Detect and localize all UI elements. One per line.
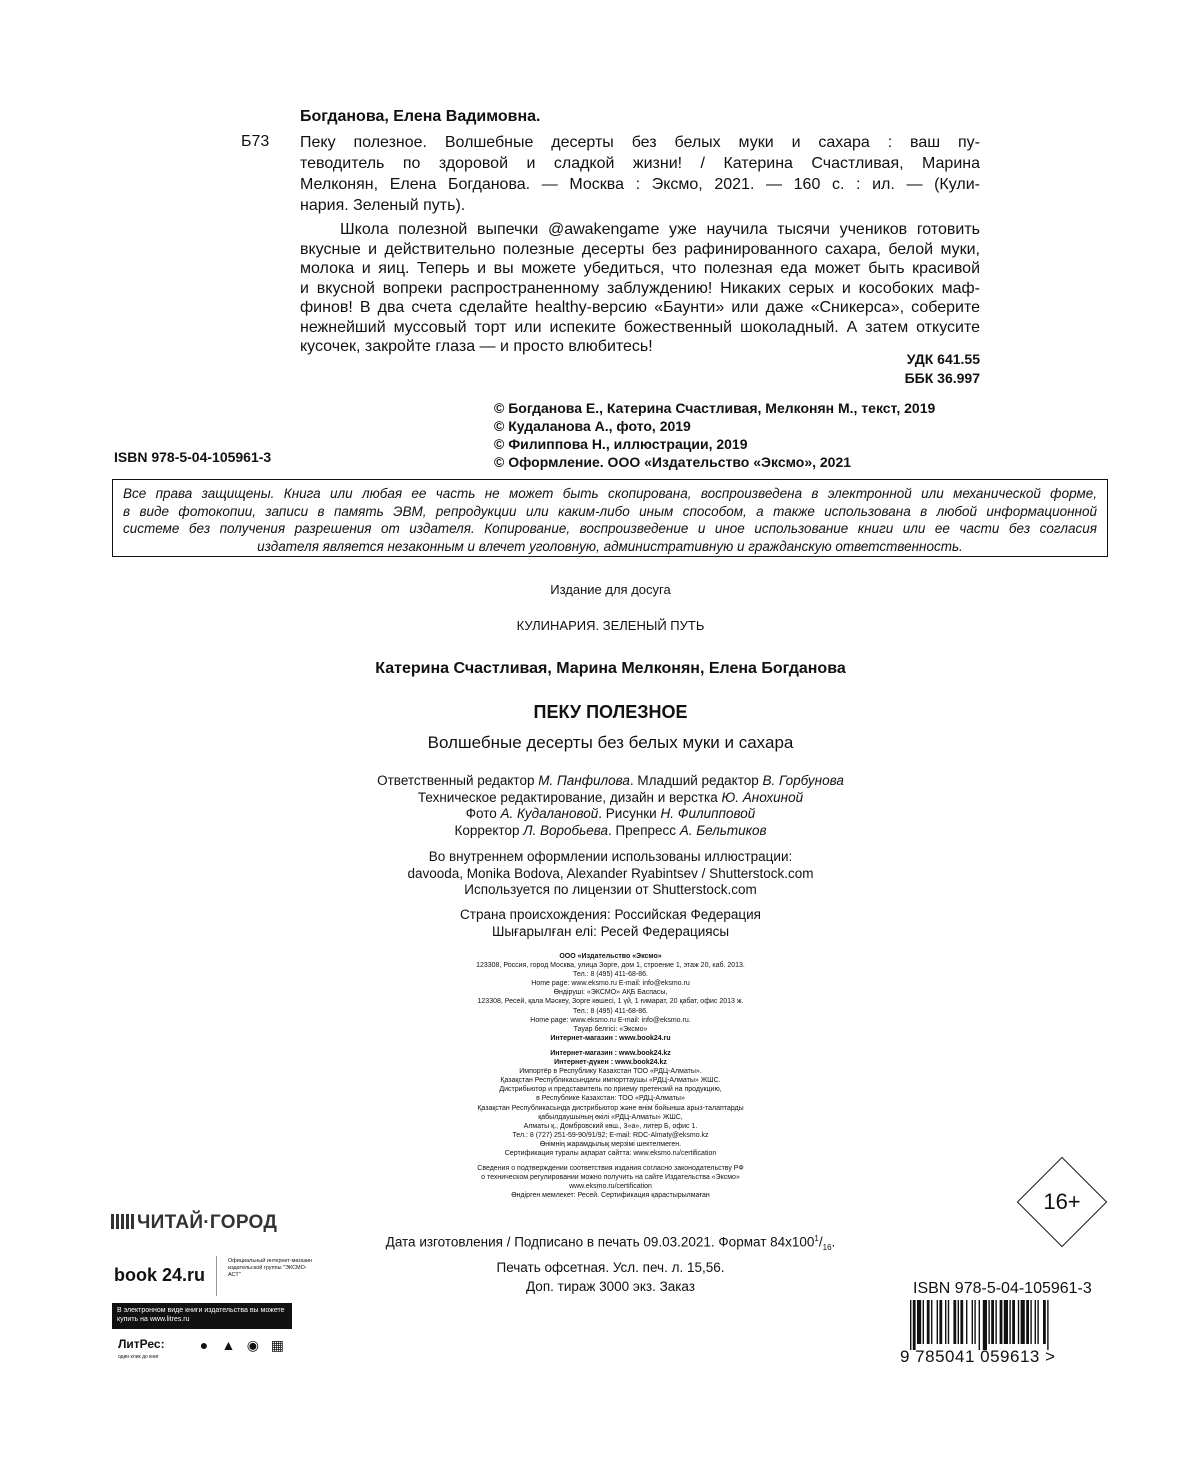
annotation <box>300 220 980 357</box>
rights-notice-box <box>112 479 1108 557</box>
litres-tagline: один клик до книг <box>118 1354 159 1360</box>
bibliographic-record <box>300 132 980 216</box>
book-subtitle: Волшебные десерты без белых муки и сахара <box>427 733 794 752</box>
biblio-line: нария. Зеленый путь). <box>300 197 466 214</box>
barcode-bar <box>953 1300 956 1344</box>
barcode-bar <box>913 1300 916 1350</box>
android-icon: ▲ <box>221 1337 236 1353</box>
annotation-line: нежнейший муссовый торт или испеките божественный шоколадный. А затем откусите <box>300 318 980 336</box>
country-line: Шығарылған елі: Ресей Федерациясы <box>491 923 730 939</box>
barcode-bar <box>988 1300 989 1344</box>
publisher-detail-line: Импортёр в Республику Казахстан ТОО «РДЦ-Алматы». <box>519 1068 702 1076</box>
biblio-line: Пеку полезное. Волшебные десерты без белых муки и сахара : ваш пу- <box>300 134 980 151</box>
publisher-details <box>0 952 1193 1200</box>
barcode-bar <box>1021 1300 1025 1344</box>
credits-block <box>0 773 1193 839</box>
rights-line: в виде фотокопии, записи в память ЭВМ, репродукции или каким-либо иным способом, а также использована в любой информационной <box>123 503 1097 519</box>
publisher-detail-line: о техническом регулировании можно получить на сайте Издательства «Эксмо» <box>481 1174 740 1182</box>
publisher-detail-line: Өнімнің жарамдылық мерзімі шектелмеген. <box>539 1140 682 1148</box>
barcode-bar <box>945 1300 946 1344</box>
publisher-detail-line: Тауар белгісі: «Эксмо» <box>573 1025 648 1033</box>
publisher-detail-line: Тел.: 8 (495) 411-68-86. <box>573 1007 648 1015</box>
catalog-author: Богданова, Елена Вадимовна. <box>300 108 541 125</box>
age-rating-badge <box>1017 1157 1107 1247</box>
publisher-detail-line: ООО «Издательство «Эксмо» <box>559 953 662 960</box>
country-line: Страна происхождения: Российская Федерация <box>460 907 761 922</box>
publisher-detail-line: Тел.: 8 (495) 411-68-86. <box>573 971 648 979</box>
barcode-bar <box>1026 1300 1029 1344</box>
copyright-line: © Филиппова Н., иллюстрации, 2019 <box>494 436 748 452</box>
barcode-bar <box>995 1300 996 1344</box>
publisher-detail-line: Home page: www.eksmo.ru E-mail: info@eksmo.ru. <box>530 1016 691 1024</box>
barcode-bar <box>979 1300 980 1350</box>
illustration-line: Используется по лицензии от Shutterstock.com <box>464 882 757 897</box>
publisher-detail-line: в Республике Казахстан: ТОО «РДЦ-Алматы» <box>536 1095 685 1103</box>
barcode-bar <box>1004 1300 1008 1344</box>
annotation-line: молока и яиц. Теперь и вы можете убедиться, что полезная еда может быть красивой <box>300 260 980 277</box>
edition-type: Издание для досуга <box>550 582 671 597</box>
apple-icon: ● <box>199 1337 209 1353</box>
publisher-detail-line: қабылдаушының өкілі «РДЦ-Алматы» ЖШС, <box>538 1113 683 1121</box>
web-icon: ◉ <box>246 1337 260 1353</box>
windows-icon: ▦ <box>270 1337 284 1353</box>
publisher-detail-line: www.eksmo.ru/certification <box>569 1183 652 1191</box>
credit-line: Фото А. Кудалановой. Рисунки Н. Филипповой <box>465 806 756 821</box>
barcode-bar <box>1000 1300 1003 1344</box>
barcode-bar <box>966 1300 967 1344</box>
publisher-detail-line: Интернет-магазин : www.book24.kz <box>550 1049 671 1057</box>
barcode-bar <box>927 1300 930 1344</box>
udk-code: УДК 641.55 <box>906 351 980 367</box>
barcode-bar <box>974 1300 975 1344</box>
litres-banner: В электронном виде книги издательства вы можете купить на www.litres.ru <box>112 1303 292 1329</box>
biblio-line: Мелконян, Елена Богданова. — Москва : Эксмо, 2021. — 160 с. : ил. — (Кули- <box>300 176 980 193</box>
barcode-bar <box>960 1300 963 1344</box>
rights-line: издателя является незаконным и влечет уголовную, административную и гражданскую ответственность. <box>257 538 963 554</box>
publisher-detail-line: Тел.: 8 (727) 251-59-90/91/92; E-mail: RDC-Almaty@eksmo.kz <box>512 1131 709 1139</box>
biblio-line: теводитель по здоровой и сладкой жизни! / Катерина Счастливая, Марина <box>300 155 980 172</box>
credit-line: Ответственный редактор М. Панфилова. Младший редактор В. Горбунова <box>377 773 844 788</box>
credit-line: Техническое редактирование, дизайн и верстка Ю. Анохиной <box>417 789 804 805</box>
barcode-bar <box>991 1300 994 1344</box>
print-run: Доп. тираж 3000 экз. Заказ <box>526 1279 695 1295</box>
publisher-detail-line: 123308, Россия, город Москва, улица Зорге, дом 1, строение 1, этаж 20, каб. 2013. <box>476 962 745 970</box>
chitai-gorod-bars-icon <box>111 1214 135 1229</box>
credit-line: Корректор Л. Воробьева. Препресс А. Бельтиков <box>454 822 767 838</box>
print-type: Печать офсетная. Усл. печ. л. 15,56. <box>496 1259 725 1275</box>
copyright-line: © Оформление. ООО «Издательство «Эксмо», 2021 <box>494 454 852 470</box>
annotation-line: финов! В два счета сделайте healthy-версию «Баунти» или даже «Сникерса», соберите <box>300 299 980 316</box>
publisher-detail-line: Өндіруші: «ЭКСМО» АҚБ Баспасы, <box>553 989 668 997</box>
barcode-bar <box>948 1300 949 1344</box>
barcode-bar <box>917 1300 921 1344</box>
barcode-image <box>908 1300 1098 1350</box>
publisher-detail-line: Home page: www.eksmo.ru E-mail: info@eksmo.ru <box>531 980 690 988</box>
copyright-block <box>494 399 935 471</box>
publisher-detail-line: Интернет-дүкен : www.book24.kz <box>554 1059 667 1067</box>
illustration-line: davooda, Monika Bodova, Alexander Ryabintsev / Shutterstock.com <box>407 865 814 881</box>
copyright-line: © Богданова Е., Катерина Счастливая, Мелконян М., текст, 2019 <box>494 400 936 416</box>
logo-divider <box>216 1256 217 1296</box>
print-date-format: Дата изготовления / Подписано в печать 09.03.2021. Формат $84x100^1/_{16}$. <box>385 1234 836 1253</box>
annotation-line: вкусные и действительно полезные десерты без рафинированного сахара, белой муки, <box>300 240 980 258</box>
barcode-bar <box>937 1300 938 1344</box>
age-rating-label: 16+ <box>1043 1189 1081 1214</box>
copyright-line: © Кудаланова А., фото, 2019 <box>494 418 691 434</box>
annotation-line: Школа полезной выпечки @awakengame уже научила тысячи учеников готовить <box>340 221 980 238</box>
barcode-bar <box>1035 1300 1036 1344</box>
isbn-text: ISBN 978-5-04-105961-3 <box>114 449 272 465</box>
barcode-bar <box>931 1300 932 1344</box>
publisher-detail-line: Сведения о подтверждении соответствия издания согласно законодательству РФ <box>477 1165 744 1173</box>
publisher-detail-line: Өндірген мемлекет: Ресей. Сертификация қарастырылмаған <box>511 1192 710 1200</box>
country-of-origin <box>0 907 1193 940</box>
platform-icons <box>196 1337 289 1355</box>
rights-line: Все права защищены. Книга или любая ее часть не может быть скопирована, воспроизведена в электронной или механической форме, <box>123 486 1097 501</box>
book-title: ПЕКУ ПОЛЕЗНОЕ <box>533 702 688 722</box>
bbk-code: ББК 36.997 <box>904 370 980 386</box>
publisher-detail-line: Дистрибьютор и представитель по приему претензий на продукцию, <box>499 1086 722 1094</box>
barcode-bar <box>1009 1300 1010 1344</box>
barcode-bar <box>958 1300 959 1344</box>
publisher-detail-line: Сертификация туралы ақпарат сайтта: www.eksmo.ru/certification <box>504 1149 717 1157</box>
barcode-digits: 9 785041 059613 > <box>900 1347 1056 1366</box>
publisher-detail-line: Алматы қ., Домбровский көш., 3«а», литер Б, офис 1. <box>523 1122 698 1130</box>
book-authors: Катерина Счастливая, Марина Мелконян, Елена Богданова <box>375 660 846 677</box>
publisher-detail-line: Интернет-магазин : www.book24.ru <box>550 1034 671 1042</box>
litres-logo: ЛитРес: <box>118 1337 165 1351</box>
book24-logo: book 24.ru <box>114 1265 206 1285</box>
barcode-bar <box>1018 1300 1019 1344</box>
barcode-bar <box>1043 1300 1046 1344</box>
barcode-bar <box>983 1300 987 1350</box>
barcode-bar <box>1047 1300 1048 1350</box>
publisher-detail-line: 123308, Ресей, қала Мәскеу, Зорге көшесі, 1 үй, 1 ғимарат, 20 қабат, офис 2013 ж. <box>477 998 744 1006</box>
annotation-line: кусочек, закройте глаза — и просто влюбитесь! <box>300 338 653 355</box>
publisher-detail-line: Қазақстан Республикасындағы импорттаушы «РДЦ-Алматы» ЖШС. <box>500 1077 721 1085</box>
barcode-bar <box>1037 1300 1038 1344</box>
barcode-isbn-label: ISBN 978-5-04-105961-3 <box>913 1280 1092 1297</box>
barcode-bar <box>923 1300 924 1344</box>
rights-line: системе без получения разрешения от издателя. Копирование, воспроизведение и иное использование книги или ее части без согласия <box>123 521 1097 536</box>
chitai-gorod-logo: ЧИТАЙ·ГОРОД <box>111 1212 277 1234</box>
publisher-detail-line: Қазақстан Республикасында дистрибьютор және өнім бойынша арыз-талаптарды <box>477 1104 744 1112</box>
illustration-credits <box>0 849 1193 899</box>
barcode-bar <box>910 1300 911 1350</box>
book24-note: Официальный интернет-магазин издательской группы "ЭКСМО-АСТ" <box>228 1258 313 1278</box>
illustration-line: Во внутреннем оформлении использованы иллюстрации: <box>428 849 793 864</box>
author-sign-code: Б73 <box>241 133 270 150</box>
barcode-bar <box>939 1300 942 1344</box>
annotation-line: и вкусной вопреки распространенному заблуждению! Никаких серых и кособоких маф- <box>300 279 980 297</box>
barcode-bar <box>1012 1300 1015 1344</box>
barcode-bar <box>972 1300 973 1344</box>
barcode-bar <box>1030 1300 1031 1344</box>
series-name: КУЛИНАРИЯ. ЗЕЛЕНЫЙ ПУТЬ <box>516 618 705 633</box>
classification-codes <box>780 350 980 388</box>
